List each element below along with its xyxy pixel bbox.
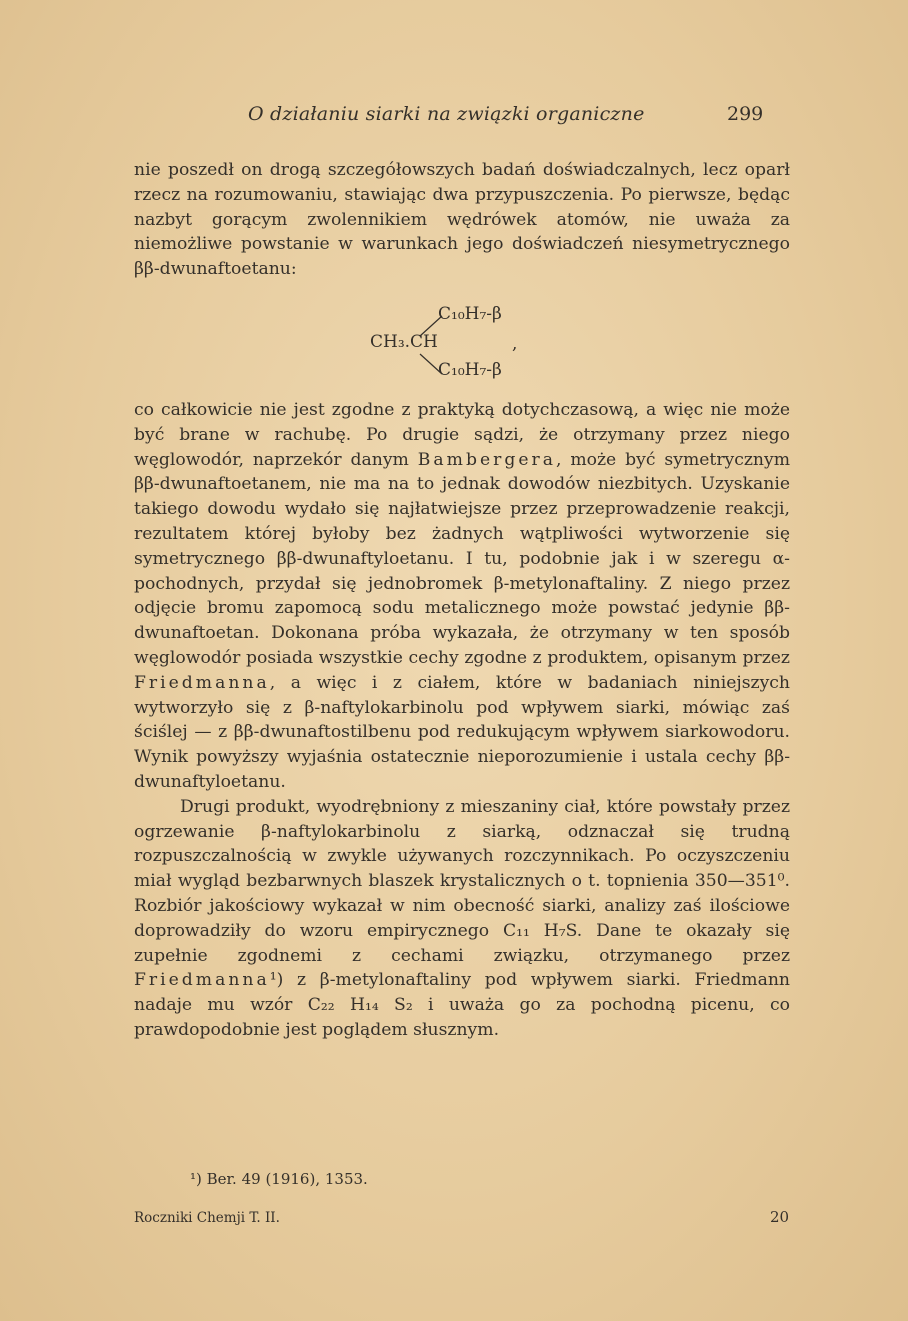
paragraph-3-text-a: Drugi produkt, wyodrębniony z mieszaniny ciał, które powstały przez ogrzewanie β-naftylokarbinolu z siarką, odznaczał się trudną rozpuszczalnością w zwykle używanych rozczynnikach. Po oczyszczeniu miał wygląd bezbarwnych blaszek krystalicznych o t. topnienia 350—351⁰. Rozbiór jakościowy wykazał w nim obecność siarki, analizy zaś ilościowe doprowadziły do wzoru empirycznego C₁₁ H₇S. Dane te okazały się zupełnie zgodnemi z cechami związku, otrzymanego przez xyxy=(134,796,790,966)
paragraph-3 xyxy=(134,795,790,1043)
formula-lower-group: C₁₀H₇-β xyxy=(438,359,502,380)
chemical-formula xyxy=(134,294,790,394)
page-footer xyxy=(0,1210,908,1232)
author-name-friedmann-2: Friedmanna xyxy=(134,970,270,991)
paragraph-2 xyxy=(134,398,790,795)
paragraph-2-text-b: , może być symetrycznym ββ-dwunaftoetanem, nie ma na to jednak dowodów niezbitych. Uzyskanie takiego dowodu wydało się najłatwiejsze przez przeprowadzenie reakcji, rezultatem której byłoby bez żadnych wątpliwości wytworzenie się symetrycznego ββ-dwunaftyloetanu. I tu, podobnie jak i w szeregu α-pochodnych, przydał się jednobromek β-metylonaftaliny. Z niego przez odjęcie bromu zapomocą sodu metalicznego może powstać jedynie ββ-dwunaftoetan. Dokonana próba wykazała, że otrzymany w ten sposób węglowodór posiada wszystkie cechy zgodne z produktem, opisanym przez xyxy=(134,449,790,668)
formula-center: CH₃.CH xyxy=(370,331,438,352)
running-title: O działaniu siarki na związki organiczne xyxy=(248,103,645,125)
paragraph-3-text-b: ¹) z β-metylonaftaliny pod wpływem siarki. Friedmann nadaje mu wzór C₂₂ H₁₄ S₂ i uważa go za pochodną picenu, co prawdopodobnie jest poglądem słusznym. xyxy=(134,970,790,1040)
page-number: 299 xyxy=(727,103,764,125)
page-header xyxy=(0,103,908,129)
sheet-number: 20 xyxy=(770,1208,790,1226)
author-name-friedmann: Friedmanna xyxy=(134,672,270,693)
paragraph-1: nie poszedł on drogą szczegółowszych badań doświadczalnych, lecz oparł rzecz na rozumowaniu, stawiając dwa przypuszczenia. Po pierwsze, będąc nazbyt gorącym zwolennikiem wędrówek atomów, nie uważa za niemożliwe powstanie w warunkach jego doświadczeń niesymetrycznego ββ-dwunaftoetanu: xyxy=(134,160,790,280)
paragraph-2-text-c: , a więc i z ciałem, które w badaniach niniejszych wytworzyło się z β-naftylokarbinolu pod wpływem siarki, mówiąc zaś ściślej — z ββ-dwunaftostilbenu pod redukującym wpływem siarkowodoru. Wynik powyższy wyjaśnia ostatecznie nieporozumienie i ustala cechy ββ-dwunaftyloetanu. xyxy=(134,672,790,792)
journal-signature: Roczniki Chemji T. II. xyxy=(134,1210,280,1226)
paragraph-2-text-a: co całkowicie nie jest zgodne z praktyką dotychczasową, a więc nie może być brane w rachubę. Po drugie sądzi, że otrzymany przez niego węglowodór, naprzekór danym xyxy=(134,399,790,470)
footnote: ¹) Ber. 49 (1916), 1353. xyxy=(190,1170,368,1188)
body-text xyxy=(134,158,790,1043)
formula-upper-group: C₁₀H₇-β xyxy=(438,303,502,324)
author-name-bamberger: Bambergera xyxy=(417,449,556,470)
formula-comma: , xyxy=(512,333,518,354)
